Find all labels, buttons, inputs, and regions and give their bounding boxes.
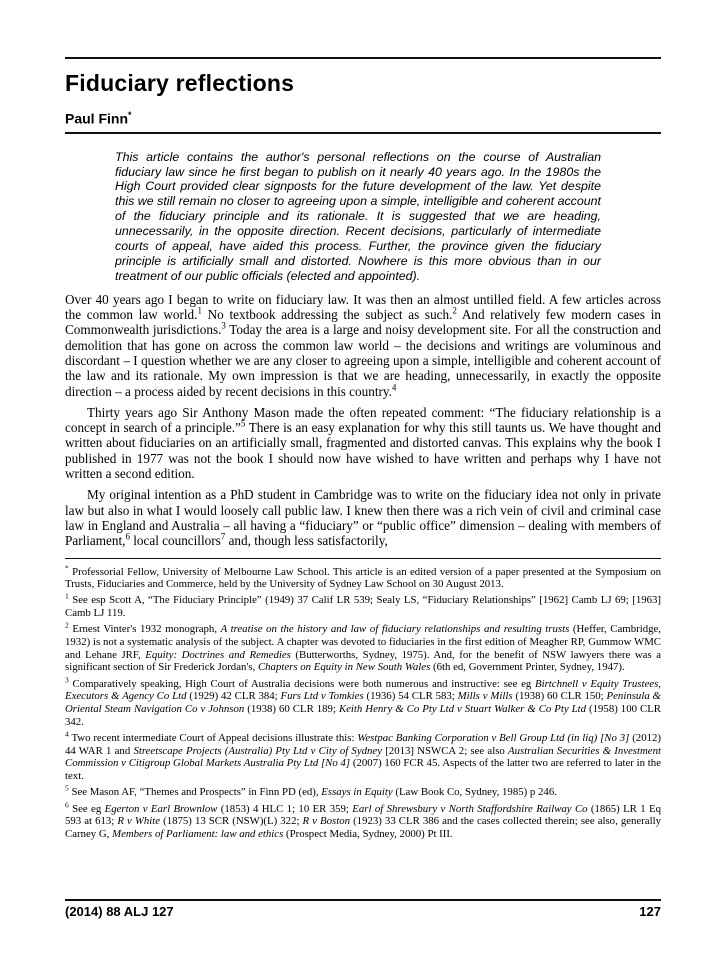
italic-text: Equity: Doctrines and Remedies — [145, 648, 291, 661]
footnote-marker: 1 — [65, 591, 69, 601]
page-number: 127 — [639, 904, 661, 919]
italic-text: Members of Parliament: law and ethics — [112, 827, 284, 840]
footnote-marker: 5 — [65, 783, 69, 793]
italic-text: Keith Henry & Co Pty Ltd v Stuart Walker & Co Pty Ltd — [338, 703, 587, 716]
italic-text: Earl of Shrewsbury v North Staffordshire Railway Co — [352, 802, 588, 815]
footnote: $^3$ Comparatively speaking, High Court of Australia decisions were both numerous and instructive: see eg Birtchnell v Equity Trustees, Executors & Agency Co Ltd (1929) 42 CLR 384; Furs Ltd v Tomkies (1936) 54 CLR 583; Mills v Mills (1938) 60 CLR 150; Peninsula & Oriental Steam Navigation Co v Johnson (1938) 60 CLR 189; Keith Henry & Co Pty Ltd v Stuart Walker & Co Pty Ltd (1958) 100 CLR 342. — [65, 675, 661, 728]
author-byline — [65, 110, 661, 127]
italic-text: A treatise on the history and law of fiduciary relationships and resulting trusts — [220, 623, 570, 636]
footnote-ref: 2 — [452, 305, 457, 316]
italic-text: Birtchnell v Equity Trustees, Executors & Agency Co Ltd — [65, 677, 661, 703]
article-body — [65, 292, 661, 549]
footnote: $^6$ See eg Egerton v Earl Brownlow (1853) 4 HLC 1; 10 ER 359; Earl of Shrewsbury v North Staffordshire Railway Co (1865) LR 1 Eq 593 at 613; R v White (1875) 13 SCR (NSW)(L) 322; R v Boston (1923) 33 CLR 386 and the cases collected therein; see also, generally Carney G, Members of Parliament: law and ethics (Prospect Media, Sydney, 2000) Pt III. — [65, 799, 662, 840]
author-footnote-mark: * — [128, 110, 132, 120]
footnote: $^5$ See Mason AF, “Themes and Prospects” in Finn PD (ed), Essays in Equity (Law Book Co, Sydney, 1985) p 246. — [65, 783, 557, 799]
italic-text: Furs Ltd v Tomkies — [280, 690, 364, 703]
footnote: $^4$ Two recent intermediate Court of Appeal decisions illustrate this: Westpac Banking Corporation v Bell Group Ltd (in liq) [No 3] (2012) 44 WAR 1 and Streetscape Projects (Australia) Pty Ltd v City of Sydney [2013] NSWCA 2; see also Australian Securities & Investment Commission v Citigroup Global Markets Australia Pty Ltd [No 4] (2007) 160 FCR 45. Aspects of the latter two are referred to later in the text. — [65, 729, 661, 783]
italic-text: Streetscape Projects (Australia) Pty Ltd v City of Sydney — [133, 744, 382, 757]
footer-rule — [65, 899, 661, 901]
body-paragraph: My original intention as a PhD student in Cambridge was to write on the fiduciary idea not only in private law but also in what I would loosely call public law. I knew then there was a rich vein of civil and criminal case law in England and Australia – all having a “fiduciary” or “public office” dimension – dealing with members of Parliament,$^6$ local councillors$^7$ and, though less satisfactorily, — [65, 487, 661, 549]
footnote-marker: 2 — [65, 620, 69, 630]
footnote-ref: 4 — [391, 382, 397, 393]
italic-text: R v Boston — [302, 815, 351, 828]
author-name: Paul Finn — [65, 110, 128, 127]
footnote: $^1$ See esp Scott A, “The Fiduciary Principle” (1949) 37 Calif LR 539; Sealy LS, “Fiduciary Relationships” [1962] Camb LJ 69; [1963] Camb LJ 119. — [65, 591, 662, 620]
footnote: * Professorial Fellow, University of Melbourne Law School. This article is an edited version of a paper presented at the Symposium on Trusts, Fiduciaries and Commerce, held by the University of Sydney Law School on 30 August 2013. — [65, 562, 661, 591]
italic-text: R v White — [117, 815, 161, 828]
top-rule — [65, 57, 661, 59]
footnote-marker: 3 — [65, 675, 69, 685]
italic-text: Peninsula & Oriental Steam Navigation Co v Johnson — [65, 690, 661, 716]
footnote-marker: 6 — [65, 799, 69, 809]
body-paragraph: Over 40 years ago I began to write on fiduciary law. It was then an almost untilled field. A few articles across the common law world.$^1$ No textbook addressing the subject as such.$^2$ And relatively few modern cases in Commonwealth jurisdictions.$^3$ Today the area is a large and noisy development site. For all the construction and demolition that has gone on across the common law world – the decisions and writings are voluminous and discordant – I question whether we are any closer to agreeing upon a simple, intelligible and coherent account of the law and its rationale. My own impression is that we are heading, unnecessarily, in exactly the opposite direction – a process aided by recent decisions in this country.$^4$ — [65, 291, 661, 399]
body-paragraph: Thirty years ago Sir Anthony Mason made the often repeated comment: “The fiduciary relationship is a concept in search of a principle.”$^5$ There is an easy explanation for why this still taunts us. We have thought and written about fiduciaries on an artificially small, fragmented and distorted canvas. This explains why the book I published in 1977 was not the book I should now have wished to have written and perhaps why I have not written a second edition. — [65, 404, 661, 482]
italic-text: Australian Securities & Investment Commission v Citigroup Global Markets Australia Pty Ltd [No 4] — [65, 744, 661, 770]
italic-text: Chapters on Equity in New South Wales — [257, 661, 431, 674]
italic-text: Essays in Equity — [321, 786, 393, 799]
footnote-ref: 6 — [125, 531, 130, 542]
author-rule — [65, 132, 661, 134]
footnote-marker: 4 — [65, 729, 69, 739]
italic-text: Mills v Mills — [457, 690, 513, 703]
footnote-marker: * — [65, 562, 69, 572]
article-title: Fiduciary reflections — [65, 70, 295, 96]
footnotes-section — [65, 562, 662, 841]
abstract: This article contains the author's personal reflections on the course of Australian fiduciary law since he first began to publish on it nearly 40 years ago. In the 1980s the High Court provided clear signposts for the future development of the law. Yet despite this we still remain no closer to agreeing upon a simple, intelligible and coherent account of the fiduciary principle and its rationale. It is suggested that we are heading, unnecessarily, in the opposite direction. Recent decisions, particularly of intermediate courts of appeal, have aided this process. Further, the province given the fiduciary principle is artificially small and distorted. Nowhere is this more obvious than in our treatment of our public officials (elected and appointed). — [115, 149, 601, 283]
footer-row — [65, 904, 661, 919]
footnote-ref: 5 — [240, 418, 246, 429]
page-content — [65, 0, 661, 841]
italic-text: Egerton v Earl Brownlow — [104, 802, 218, 815]
footnote-ref: 1 — [197, 305, 202, 316]
page-footer — [65, 899, 661, 919]
footnote-ref: 3 — [221, 321, 226, 332]
footnote-separator-rule — [65, 558, 661, 559]
footnote: $^2$ Ernest Vinter's 1932 monograph, A treatise on the history and law of fiduciary relationships and resulting trusts (Heffer, Cambridge, 1932) is not a systematic analysis of the subject. A chapter was devoted to fiduciaries in the first edition of Meagher RP, Gummow WMC and Lehane JRF, Equity: Doctrines and Remedies (Butterworths, Sydney, 1975). And, for the benefit of NSW lawyers there was a significant section of Sir Frederick Jordan's, Chapters on Equity in New South Wales (6th ed, Government Printer, Sydney, 1947). — [65, 620, 661, 674]
journal-citation: (2014) 88 ALJ 127 — [65, 904, 174, 919]
footnote-ref: 7 — [220, 531, 226, 542]
italic-text: Westpac Banking Corporation v Bell Group Ltd (in liq) [No 3] — [357, 732, 630, 744]
